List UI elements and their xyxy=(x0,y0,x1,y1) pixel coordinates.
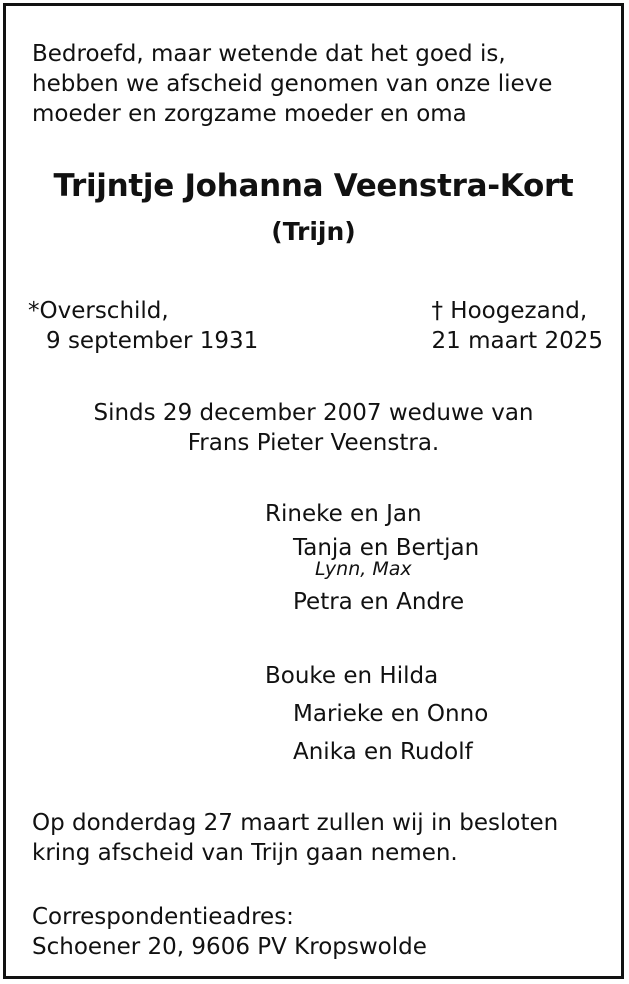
address-value: Schoener 20, 9606 PV Kropswolde xyxy=(32,934,427,960)
family-child: Marieke en Onno xyxy=(293,701,489,727)
intro-line: Bedroefd, maar wetende dat het goed is, xyxy=(32,41,506,67)
intro-text xyxy=(32,39,552,129)
family-parents: Bouke en Hilda xyxy=(265,663,439,689)
widow-line: Frans Pieter Veenstra. xyxy=(187,430,440,456)
deceased-nickname: (Trijn) xyxy=(271,217,356,246)
intro-line: hebben we afscheid genomen van onze lieve xyxy=(32,71,553,97)
intro-line: moeder en zorgzame moeder en oma xyxy=(32,101,467,127)
family-child: Anika en Rudolf xyxy=(293,739,473,765)
birth-info xyxy=(28,296,258,356)
address-label: Correspondentieadres: xyxy=(32,904,294,930)
death-date: 21 maart 2025 xyxy=(431,328,603,354)
death-place: † Hoogezand, xyxy=(431,298,588,324)
correspondence-address xyxy=(32,902,427,962)
family-grandchildren: Lynn, Max xyxy=(315,558,412,580)
deceased-name: Trijntje Johanna Veenstra-Kort xyxy=(53,168,574,204)
death-info xyxy=(432,296,604,356)
family-group-1 xyxy=(265,497,479,619)
service-text xyxy=(32,808,558,868)
family-parents: Rineke en Jan xyxy=(265,501,422,527)
widow-line: Sinds 29 december 2007 weduwe van xyxy=(93,400,534,426)
widow-text xyxy=(6,398,621,458)
family-child: Petra en Andre xyxy=(293,589,465,615)
service-line: Op donderdag 27 maart zullen wij in besloten xyxy=(32,810,559,836)
family-child: Tanja en Bertjan xyxy=(293,535,480,561)
family-group-2 xyxy=(265,659,488,769)
birth-place: *Overschild, xyxy=(28,298,169,324)
service-line: kring afscheid van Trijn gaan nemen. xyxy=(32,840,458,866)
birth-date: 9 september 1931 xyxy=(46,328,259,354)
death-notice-card xyxy=(3,3,624,979)
